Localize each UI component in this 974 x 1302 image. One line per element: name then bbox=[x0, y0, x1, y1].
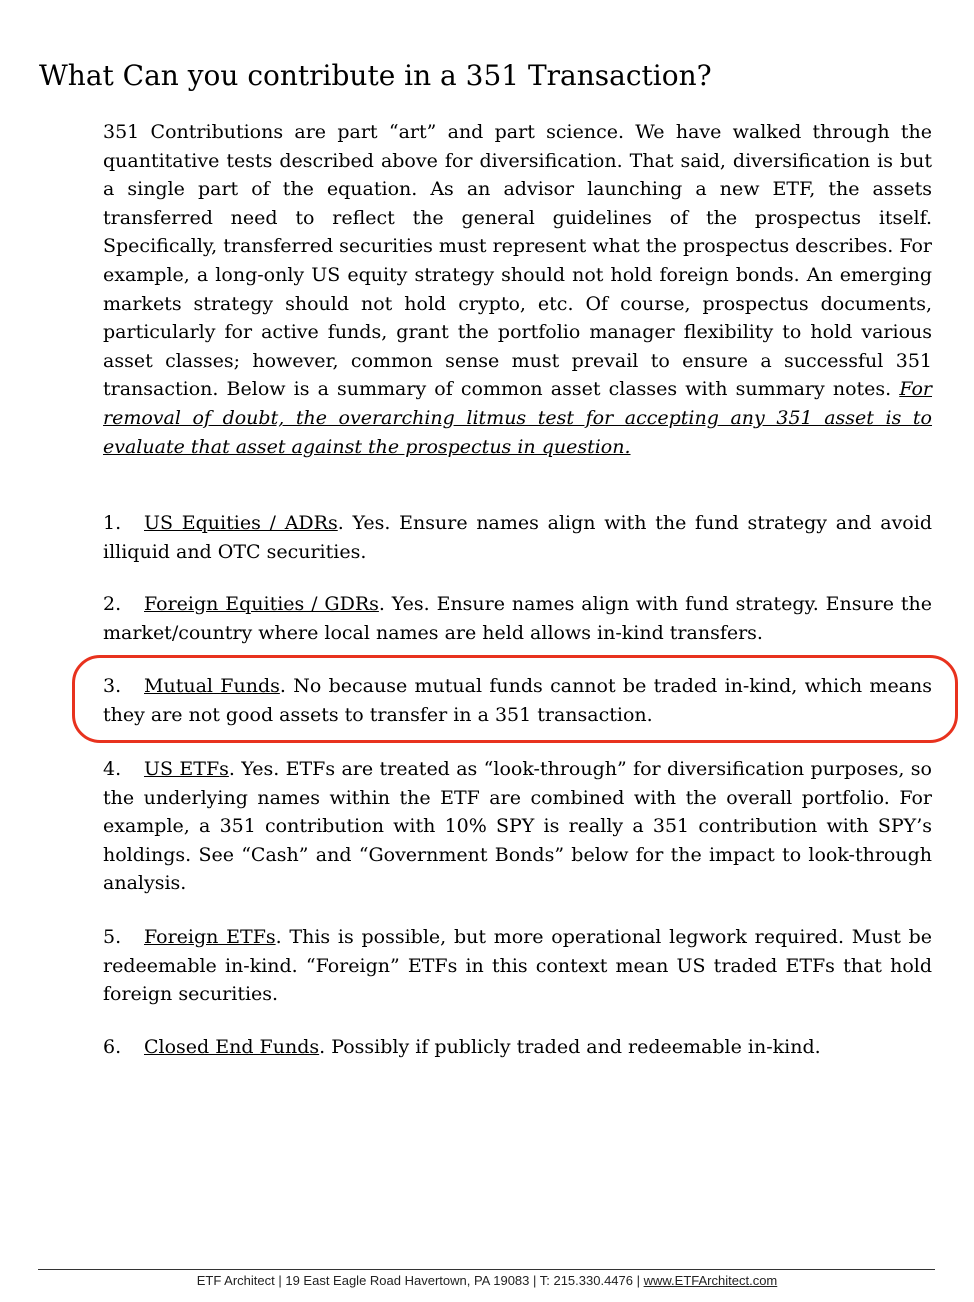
item-heading: US ETFs bbox=[144, 758, 229, 780]
list-item bbox=[103, 923, 932, 1009]
item-heading: Foreign Equities / GDRs bbox=[144, 593, 379, 615]
list-item bbox=[103, 755, 932, 898]
item-heading: Closed End Funds bbox=[144, 1036, 320, 1058]
intro-paragraph bbox=[103, 118, 932, 461]
item-number: 1. bbox=[103, 512, 122, 534]
item-text: . This is possible, but more operational legwork required. Must be redeemable in-kind. “Foreign” ETFs in this context mean US traded ETFs that hold foreign securities. bbox=[103, 926, 932, 1006]
page-title: What Can you contribute in a 351 Transaction? bbox=[39, 59, 712, 92]
footer-link[interactable]: www.ETFArchitect.com bbox=[643, 1273, 778, 1288]
footer-text: ETF Architect | 19 East Eagle Road Havertown, PA 19083 | T: 215.330.4476 | bbox=[196, 1273, 644, 1288]
item-text: . Yes. ETFs are treated as “look-through” for diversification purposes, so the underlying names within the ETF are combined with the overall portfolio. For example, a 351 contribution with 10% SPY is really a 351 contribution with SPY’s holdings. See “Cash” and “Government Bonds” below for the impact to look-through analysis. bbox=[103, 758, 932, 895]
item-number: 6. bbox=[103, 1036, 122, 1058]
intro-text: 351 Contributions are part “art” and part science. We have walked through the quantitative tests described above for diversification. That said, diversification is but a single part of the equation. As an advisor launching a new ETF, the assets transferred need to reflect the general guidelines of the prospectus itself. Specifically, transferred securities must represent what the prospectus describes. For example, a long-only US equity strategy should not hold foreign bonds. An emerging markets strategy should not hold crypto, etc. Of course, prospectus documents, particularly for active funds, grant the portfolio manager flexibility to hold various asset classes; however, common sense must prevail to ensure a successful 351 transaction. Below is a summary of common asset classes with summary notes. bbox=[103, 121, 932, 401]
item-number: 2. bbox=[103, 593, 122, 615]
list-item bbox=[103, 509, 932, 566]
item-number: 5. bbox=[103, 926, 122, 948]
footer-divider bbox=[38, 1269, 935, 1270]
highlight-annotation bbox=[72, 655, 958, 743]
item-number: 3. bbox=[103, 675, 122, 697]
item-heading: US Equities / ADRs bbox=[144, 512, 338, 534]
item-text: . No because mutual funds cannot be traded in-kind, which means they are not good assets to transfer in a 351 transaction. bbox=[103, 675, 933, 726]
list-item bbox=[103, 590, 932, 647]
item-number: 4. bbox=[103, 758, 122, 780]
item-heading: Foreign ETFs bbox=[144, 926, 276, 948]
item-text: . Possibly if publicly traded and redeemable in-kind. bbox=[319, 1036, 821, 1058]
item-heading: Mutual Funds bbox=[144, 675, 280, 697]
page-footer bbox=[0, 1271, 974, 1291]
list-item bbox=[103, 1033, 932, 1062]
item-text: . Yes. Ensure names align with fund strategy. Ensure the market/country where local names are held allows in-kind transfers. bbox=[103, 593, 932, 644]
item-text: . Yes. Ensure names align with the fund strategy and avoid illiquid and OTC securities. bbox=[103, 512, 932, 563]
intro-emphasis: For removal of doubt, the overarching litmus test for accepting any 351 asset is to evaluate that asset against the prospectus in question. bbox=[103, 378, 932, 458]
